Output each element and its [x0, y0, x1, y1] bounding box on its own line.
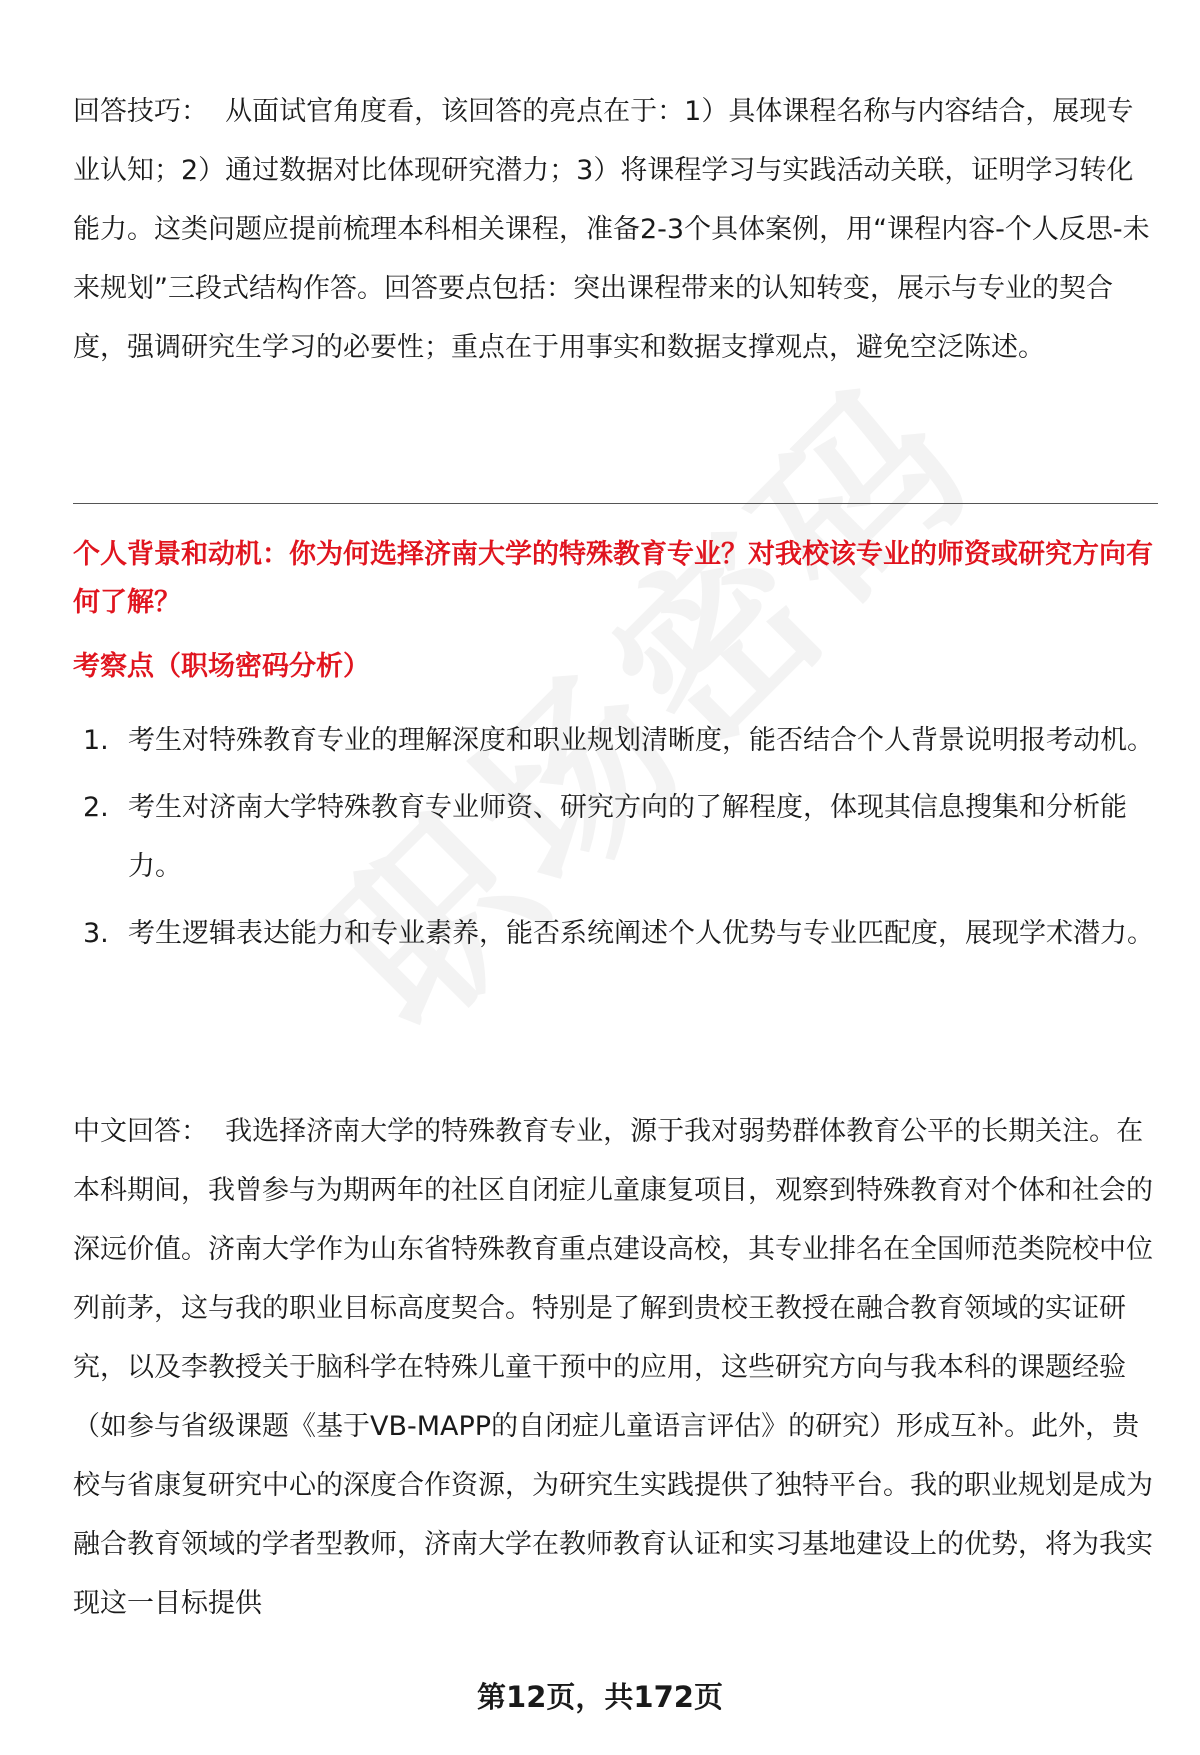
- answer-tips-label: 回答技巧：: [73, 96, 208, 127]
- page-number: 第12页，共172页: [477, 1680, 723, 1714]
- answer-tips-paragraph: [73, 82, 1158, 377]
- list-item-text: 考生对济南大学特殊教育专业师资、研究方向的了解程度，体现其信息搜集和分析能力。: [128, 792, 1127, 882]
- chinese-answer-label: 中文回答：: [73, 1116, 208, 1147]
- question-heading: 个人背景和动机：你为何选择济南大学的特殊教育专业？对我校该专业的师资或研究方向有何了解？: [73, 539, 1153, 618]
- exam-points-list: [73, 711, 1158, 971]
- answer-tips-text: 从面试官角度看，该回答的亮点在于：1）具体课程名称与内容结合，展现专业认知；2）通过数据对比体现研究潜力；3）将课程学习与实践活动关联，证明学习转化能力。这类问题应提前梳理本科相关课程，准备2-3个具体案例，用“课程内容-个人反思-未来规划”三段式结构作答。回答要点包括：突出课程带来的认知转变，展示与专业的契合度，强调研究生学习的必要性；重点在于用事实和数据支撑观点，避免空泛陈述。: [73, 96, 1150, 363]
- watermark: [225, 282, 1054, 1111]
- list-item-number: 3.: [83, 918, 109, 949]
- list-item-number: 1.: [83, 725, 109, 756]
- list-item: [73, 904, 1158, 963]
- list-item-text: 考生对特殊教育专业的理解深度和职业规划清晰度，能否结合个人背景说明报考动机。: [128, 725, 1154, 756]
- list-item: [73, 778, 1158, 896]
- chinese-answer-paragraph: [73, 1102, 1158, 1633]
- section-divider: [73, 503, 1158, 504]
- list-item-text: 考生逻辑表达能力和专业素养，能否系统阐述个人优势与专业匹配度，展现学术潜力。: [128, 918, 1154, 949]
- exam-points-heading: 考察点（职场密码分析）: [73, 651, 370, 682]
- list-item: [73, 711, 1158, 770]
- chinese-answer-text: 我选择济南大学的特殊教育专业，源于我对弱势群体教育公平的长期关注。在本科期间，我曾参与为期两年的社区自闭症儿童康复项目，观察到特殊教育对个体和社会的深远价值。济南大学作为山东省特殊教育重点建设高校，其专业排名在全国师范类院校中位列前茅，这与我的职业目标高度契合。特别是了解到贵校王教授在融合教育领域的实证研究，以及李教授关于脑科学在特殊儿童干预中的应用，这些研究方向与我本科的课题经验（如参与省级课题《基于VB-MAPP的自闭症儿童语言评估》的研究）形成互补。此外，贵校与省康复研究中心的深度合作资源，为研究生实践提供了独特平台。我的职业规划是成为融合教育领域的学者型教师，济南大学在教师教育认证和实习基地建设上的优势，将为我实现这一目标提供: [73, 1116, 1153, 1619]
- list-item-number: 2.: [83, 792, 109, 823]
